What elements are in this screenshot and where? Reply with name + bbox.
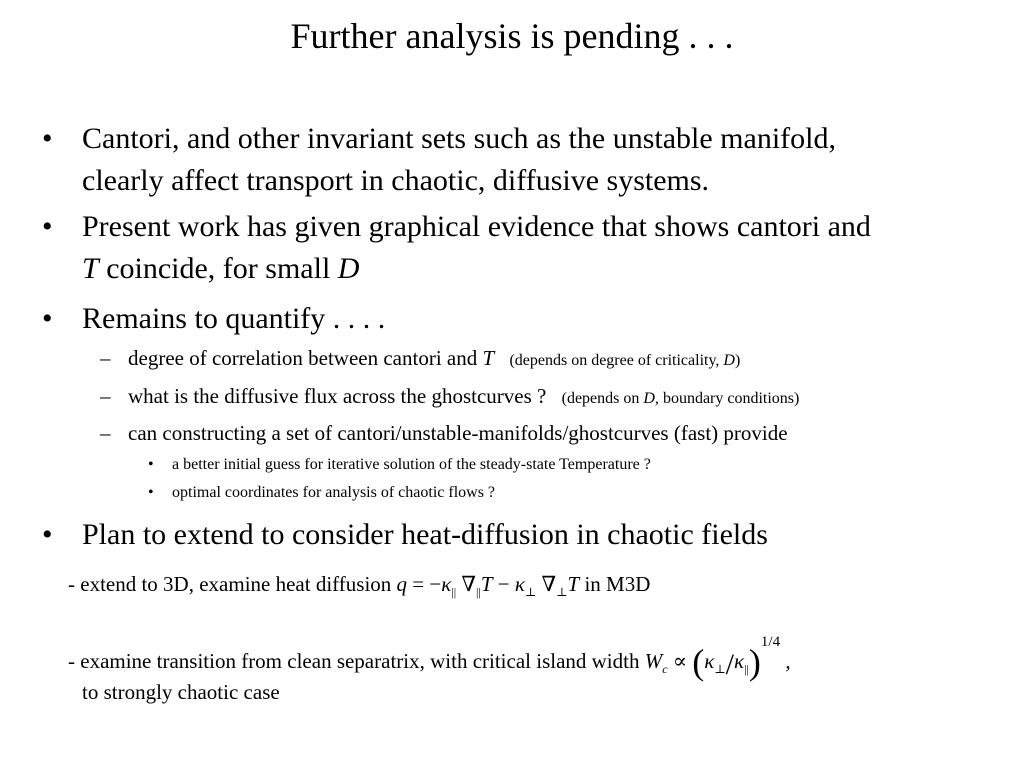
bullet-text: coincide, for small — [98, 252, 338, 285]
bullet-text-line: Remains to quantify . . . . — [82, 302, 386, 335]
subsubitem-initial-guess — [148, 454, 992, 476]
subscript-parallel: || — [476, 585, 481, 599]
subitem-text: can constructing a set of cantori/unstable-manifolds/ghostcurves (fast) provide — [128, 421, 788, 445]
left-paren: ( — [692, 642, 705, 682]
note-text: (depends on degree of criticality, — [509, 352, 724, 369]
var-W: W — [644, 649, 663, 673]
var-kappa: κ — [734, 649, 745, 673]
bullet-marker: • — [148, 456, 154, 473]
slide-title: Further analysis is pending . . . — [290, 16, 734, 56]
subscript-perp: ⊥ — [556, 585, 568, 599]
var-T: T — [567, 572, 580, 596]
bullet-marker: • — [42, 210, 53, 243]
bullet-present-work — [42, 206, 992, 290]
bullet-cantori — [42, 118, 992, 202]
bullet-text-line — [82, 248, 992, 290]
var-kappa: κ — [441, 572, 452, 596]
var-T: T — [82, 252, 99, 285]
nabla-symbol: ∇ — [456, 572, 477, 596]
var-q: q — [396, 572, 408, 596]
proportional-symbol: ∝ — [667, 649, 693, 673]
subitem-text: degree of correlation between cantori and — [128, 346, 483, 370]
bullet-remains — [42, 298, 992, 340]
subitem-note — [562, 390, 800, 407]
bullet-text-line: Plan to extend to consider heat-diffusion in chaotic fields — [82, 518, 768, 551]
subscript-parallel: || — [744, 662, 749, 676]
var-T: T — [480, 572, 493, 596]
var-T: T — [482, 346, 495, 370]
var-kappa: κ — [704, 649, 715, 673]
subscript-c: c — [662, 662, 668, 676]
var-kappa: κ — [514, 572, 525, 596]
transition-text: - examine transition from clean separatrix, with critical island width — [68, 649, 645, 673]
subitem-text: what is the diffusive flux across the ghostcurves ? — [128, 384, 552, 408]
bullet-text-line: Present work has given graphical evidence that shows cantori and — [82, 210, 871, 243]
extend-text: in M3D — [584, 572, 651, 596]
dash-marker: – — [100, 346, 111, 370]
subscript-perp: ⊥ — [524, 585, 537, 599]
subitem-constructing — [100, 419, 1008, 447]
eq-symbol: = − — [407, 572, 442, 596]
bullet-plan — [42, 514, 992, 556]
subsubitem-coordinates — [148, 482, 992, 504]
exponent: 1/4 — [760, 634, 781, 650]
bullet-marker: • — [148, 484, 154, 501]
bullet-marker: • — [42, 122, 53, 155]
bullet-text-line: Cantori, and other invariant sets such as the unstable manifold, — [82, 122, 836, 155]
nabla-symbol: ∇ — [536, 572, 557, 596]
subsubitem-text: optimal coordinates for analysis of chaotic flows ? — [172, 484, 496, 501]
transition-line-2: to strongly chaotic case — [82, 680, 280, 704]
note-text: (depends on — [561, 390, 644, 407]
transition-line — [68, 628, 791, 683]
var-D: D — [723, 352, 735, 369]
subitem-note — [509, 352, 740, 369]
island-width-equation — [644, 634, 781, 682]
dash-marker: – — [100, 421, 111, 445]
extend-line — [68, 570, 650, 606]
extend-text: - extend to 3D, examine heat diffusion — [68, 572, 397, 596]
bullet-marker: • — [42, 302, 53, 335]
bullet-text-line: clearly affect transport in chaotic, diffusive systems. — [82, 164, 710, 197]
subscript-perp: ⊥ — [714, 662, 726, 676]
right-paren: ) — [748, 642, 761, 682]
heat-flux-equation — [396, 572, 580, 599]
var-D: D — [337, 252, 360, 285]
subscript-parallel: || — [451, 585, 457, 599]
subitem-correlation — [100, 344, 1008, 375]
subitem-flux — [100, 382, 1008, 413]
dash-marker: – — [100, 384, 111, 408]
note-text: ) — [734, 352, 741, 369]
slash-symbol: / — [725, 648, 735, 681]
subsubitem-text: a better initial guess for iterative solution of the steady-state Temperature ? — [172, 456, 651, 473]
transition-text: , — [785, 649, 791, 673]
var-D: D, — [643, 390, 659, 407]
note-text: boundary conditions) — [658, 390, 800, 407]
bullet-marker: • — [42, 518, 53, 551]
eq-symbol: − — [492, 572, 515, 596]
